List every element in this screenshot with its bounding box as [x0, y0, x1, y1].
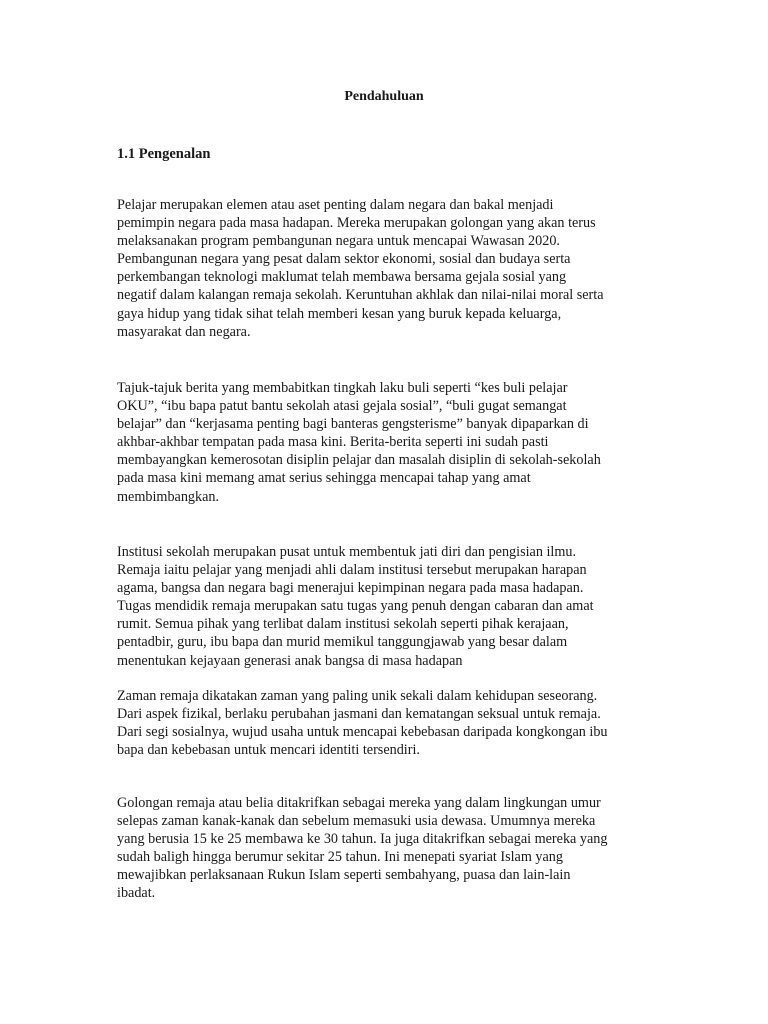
paragraph-line: membimbangkan. [117, 488, 220, 505]
paragraph-line: perkembangan teknologi maklumat telah membawa bersama gejala sosial yang [117, 269, 567, 286]
paragraph-line: Dari aspek fizikal, berlaku perubahan jasmani dan kematangan seksual untuk remaja. [117, 706, 601, 723]
page-title: Pendahuluan [344, 89, 424, 104]
paragraph-line: negatif dalam kalangan remaja sekolah. Keruntuhan akhlak dan nilai-nilai moral serta [117, 287, 604, 304]
paragraph-line: pemimpin negara pada masa hadapan. Mereka merupakan golongan yang akan terus [117, 215, 596, 232]
paragraph-3 [117, 543, 657, 670]
paragraph-2 [117, 379, 657, 506]
paragraph-line: pada masa kini memang amat serius sehingga mencapai tahap yang amat [117, 470, 531, 487]
paragraph-4 [117, 687, 657, 759]
paragraph-line: rumit. Semua pihak yang terlibat dalam institusi sekolah seperti pihak kerajaan, [117, 616, 569, 633]
paragraph-line: agama, bangsa dan negara bagi menerajui kepimpinan negara pada masa hadapan. [117, 580, 584, 597]
paragraph-line: mewajibkan perlaksanaan Rukun Islam seperti sembahyang, puasa dan lain-lain [117, 867, 571, 884]
paragraph-line: Tajuk-tajuk berita yang membabitkan tingkah laku buli seperti “kes buli pelajar [117, 380, 568, 396]
paragraph-line: Golongan remaja atau belia ditakrifkan sebagai mereka yang dalam lingkungan umur [117, 795, 601, 811]
paragraph-line: pentadbir, guru, ibu bapa dan murid memikul tanggungjawab yang besar dalam [117, 634, 568, 651]
paragraph-line: Zaman remaja dikatakan zaman yang paling unik sekali dalam kehidupan seseorang. [117, 688, 598, 704]
paragraph-line: bapa dan kebebasan untuk mencari identiti tersendiri. [117, 742, 420, 759]
paragraph-line: yang berusia 15 ke 25 membawa ke 30 tahun. Ia juga ditakrifkan sebagai mereka yang [117, 831, 608, 848]
paragraph-line: akhbar-akhbar tempatan pada masa kini. Berita-berita seperti ini sudah pasti [117, 434, 549, 451]
section-heading: 1.1 Pengenalan [117, 146, 211, 162]
paragraph-line: sudah baligh hingga berumur sekitar 25 tahun. Ini menepati syariat Islam yang [117, 849, 563, 866]
paragraph-line: Pelajar merupakan elemen atau aset penting dalam negara dan bakal menjadi [117, 197, 554, 213]
paragraph-line: menentukan kejayaan generasi anak bangsa di masa hadapan [117, 652, 463, 669]
paragraph-line: masyarakat dan negara. [117, 323, 251, 340]
paragraph-1 [117, 196, 657, 341]
paragraph-line: Tugas mendidik remaja merupakan satu tugas yang penuh dengan cabaran dan amat [117, 598, 594, 615]
paragraph-line: selepas zaman kanak-kanak dan sebelum memasuki usia dewasa. Umumnya mereka [117, 813, 596, 830]
paragraph-line: Institusi sekolah merupakan pusat untuk membentuk jati diri dan pengisian ilmu. [117, 544, 577, 560]
paragraph-line: membayangkan kemerosotan disiplin pelajar dan masalah disiplin di sekolah-sekolah [117, 452, 601, 469]
paragraph-line: OKU”, “ibu bapa patut bantu sekolah atasi gejala sosial”, “buli gugat semangat [117, 398, 567, 415]
paragraph-line: ibadat. [117, 885, 156, 902]
paragraph-line: Pembangunan negara yang pesat dalam sektor ekonomi, sosial dan budaya serta [117, 251, 571, 268]
paragraph-line: belajar” dan “kerjasama penting bagi banteras gengsterisme” banyak dipaparkan di [117, 416, 589, 433]
paragraph-line: gaya hidup yang tidak sihat telah memberi kesan yang buruk kepada keluarga, [117, 305, 562, 322]
paragraph-line: Remaja iaitu pelajar yang menjadi ahli dalam institusi tersebut merupakan harapan [117, 562, 587, 579]
paragraph-5 [117, 794, 657, 903]
paragraph-line: melaksanakan program pembangunan negara untuk mencapai Wawasan 2020. [117, 233, 560, 250]
paragraph-line: Dari segi sosialnya, wujud usaha untuk mencapai kebebasan daripada kongkongan ibu [117, 724, 608, 741]
